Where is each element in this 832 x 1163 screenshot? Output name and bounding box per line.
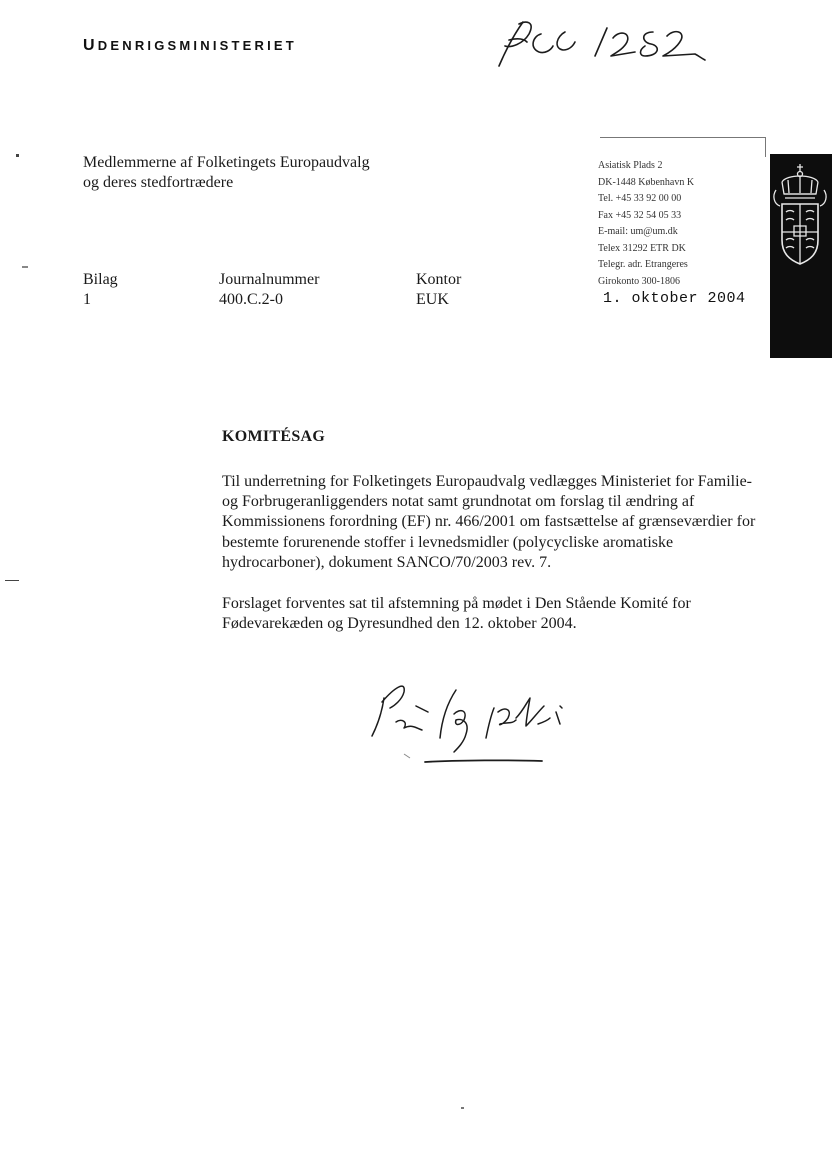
journal-value: 400.C.2-0 [219,291,283,308]
address-rule-tick [765,137,766,157]
recipient-line: og deres stedfortrædere [83,174,234,191]
address-line: Fax +45 32 54 05 33 [598,209,682,221]
handwritten-signature [360,668,590,768]
address-line: Girokonto 300-1806 [598,275,680,287]
address-line: DK-1448 København K [598,176,695,188]
meta-bilag [83,270,118,310]
meta-kontor [416,270,461,310]
recipient-line: Medlemmerne af Folketingets Europaudvalg [83,154,370,171]
address-line: E-mail: um@um.dk [598,226,678,237]
kontor-label: Kontor [416,271,462,288]
body-paragraph-1: Til underretning for Folketingets Europaudvalg vedlægges Ministeriet for Familie- og Forbrugeranliggenders notat samt grundnotat om forslag til ændring af Kommissionens forordning (EF) nr. 466/2001 om fastsættelse af grænseværdier for bestemte forurenende stoffer i levnedsmidler (polycycliske aromatiske hydrocarboner), dokument SANCO/70/2003 rev. 7. [222,473,756,571]
royal-crest-icon [770,160,832,280]
bilag-value: 1 [83,291,91,308]
address-line: Telex 31292 ETR DK [598,242,686,254]
address-rule [600,137,765,138]
scan-mark [16,154,19,157]
sender-address [598,158,694,290]
bilag-label: Bilag [83,271,118,288]
scan-mark [5,580,19,581]
recipient-block [83,153,370,193]
address-line: Tel. +45 33 92 00 00 [598,193,682,204]
letter-date: 1. oktober 2004 [603,290,746,307]
scan-mark [461,1107,464,1109]
meta-journal [219,270,319,310]
journal-label: Journalnummer [219,271,320,288]
crest-bar [770,154,832,358]
body-paragraph-2: Forslaget forventes sat til afstemning på mødet i Den Stående Komité for Fødevarekæden og Dyresundhed den 12. oktober 2004. [222,595,691,633]
scan-mark [22,266,28,268]
handwritten-reference [495,14,710,72]
ministry-name: UDENRIGSMINISTERIET [83,37,297,54]
address-line: Asiatisk Plads 2 [598,160,663,171]
document-heading: KOMITÉSAG [222,428,326,445]
kontor-value: EUK [416,291,449,308]
address-line: Telegr. adr. Etrangeres [598,259,688,270]
